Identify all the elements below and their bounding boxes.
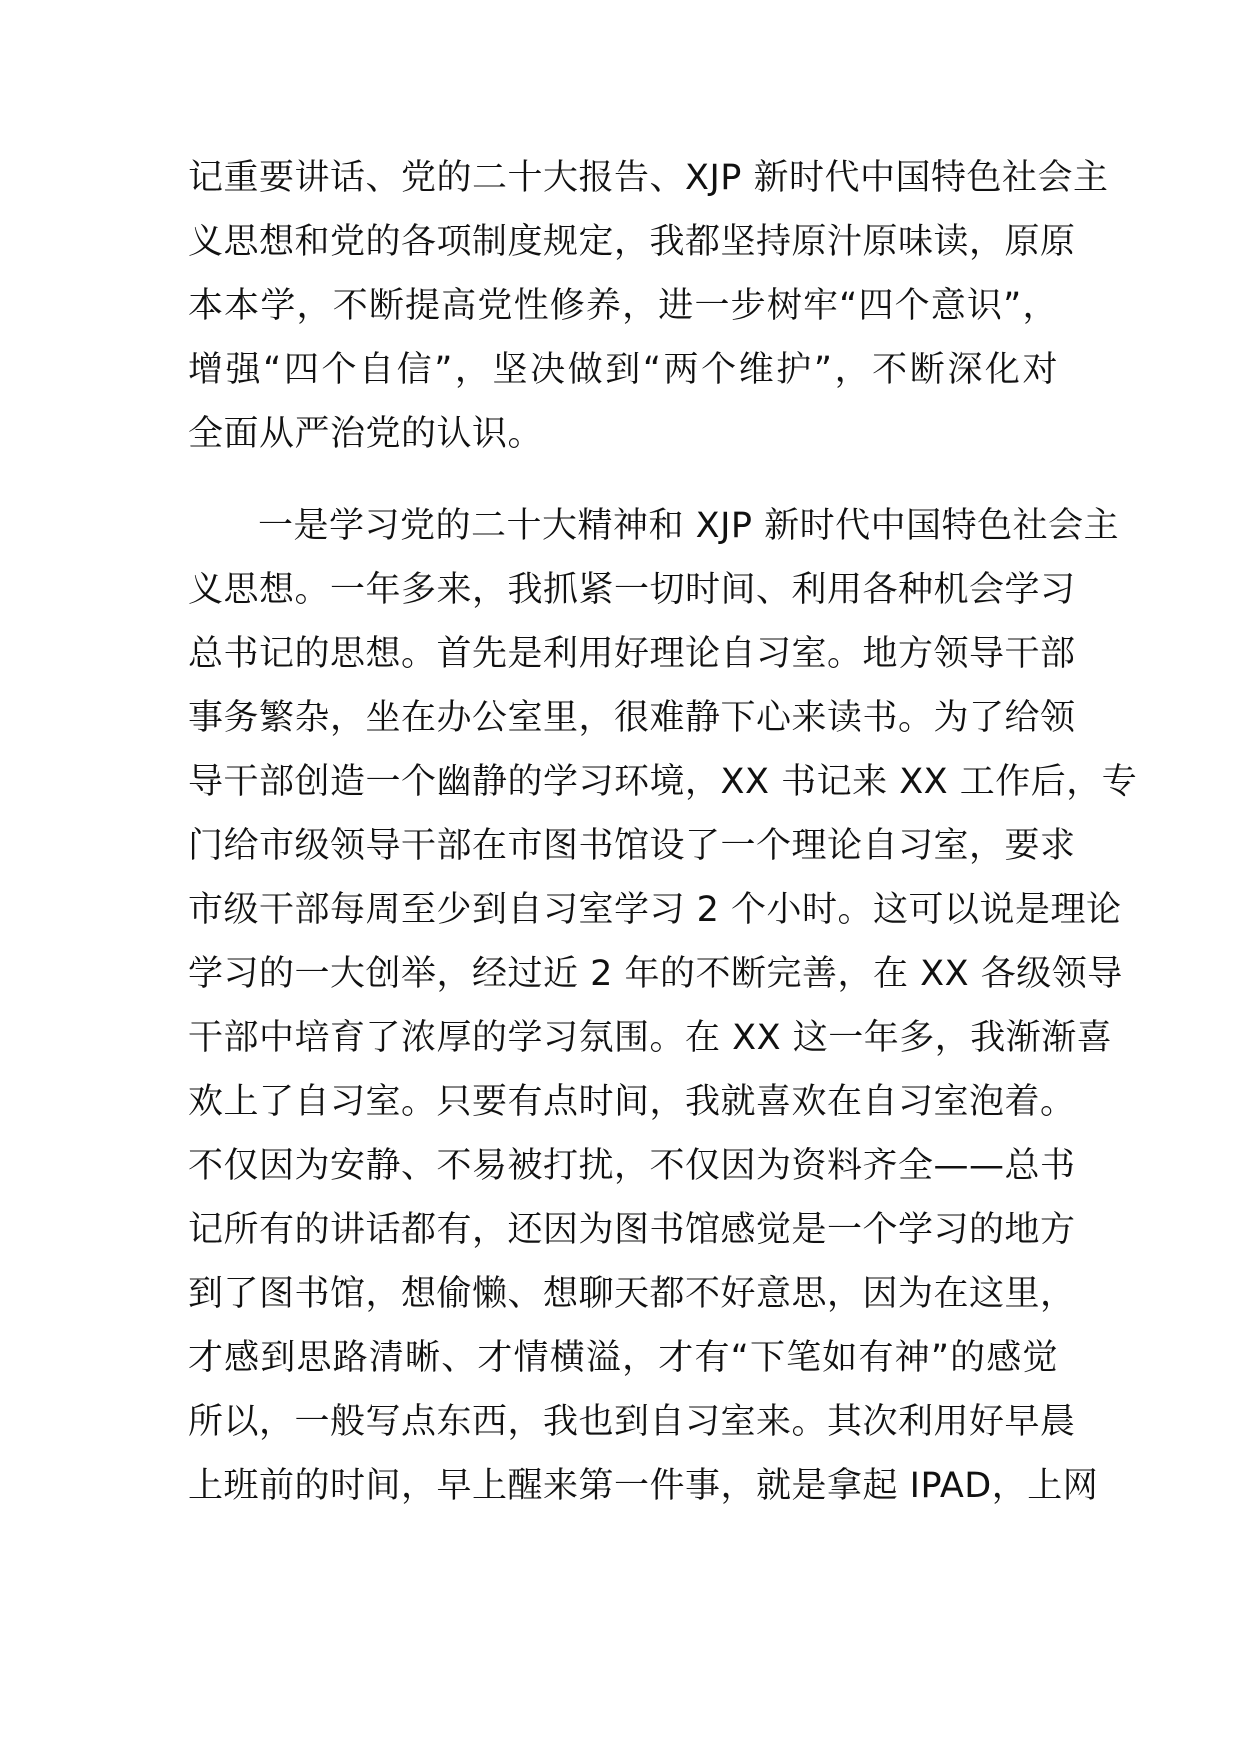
text-line: 到了图书馆，想偷懒、想聊天都不好意思，因为在这里， bbox=[188, 1274, 1076, 1314]
text-line: 增强“四个自信”，坚决做到“两个维护”，不断深化对 bbox=[188, 350, 1058, 390]
text-line: 本本学，不断提高党性修养，进一步树牢“四个意识”， bbox=[188, 286, 1058, 326]
text-line: 全面从严治党的认识。 bbox=[188, 414, 544, 454]
text-line: 义思想和党的各项制度规定，我都坚持原汁原味读，原原 bbox=[188, 222, 1076, 262]
text-line: 市级干部每周至少到自习室学习 2 个小时。这可以说是理论 bbox=[188, 890, 1122, 930]
text-line: 导干部创造一个幽静的学习环境，XX 书记来 XX 工作后，专 bbox=[188, 762, 1138, 802]
text-line: 上班前的时间，早上醒来第一件事，就是拿起 IPAD，上网 bbox=[188, 1466, 1099, 1506]
text-line: 门给市级领导干部在市图书馆设了一个理论自习室，要求 bbox=[188, 826, 1076, 866]
text-line: 义思想。一年多来，我抓紧一切时间、利用各种机会学习 bbox=[188, 570, 1076, 610]
text-line: 不仅因为安静、不易被打扰，不仅因为资料齐全——总书 bbox=[188, 1146, 1076, 1186]
text-line: 干部中培育了浓厚的学习氛围。在 XX 这一年多，我渐渐喜 bbox=[188, 1018, 1113, 1058]
text-line: 学习的一大创举，经过近 2 年的不断完善，在 XX 各级领导 bbox=[188, 954, 1123, 994]
text-line: 总书记的思想。首先是利用好理论自习室。地方领导干部 bbox=[188, 634, 1076, 674]
text-line: 所以，一般写点东西，我也到自习室来。其次利用好早晨 bbox=[188, 1402, 1076, 1442]
text-line: 记所有的讲话都有，还因为图书馆感觉是一个学习的地方 bbox=[188, 1210, 1076, 1250]
text-line: 才感到思路清晰、才情横溢，才有“下笔如有神”的感觉 bbox=[188, 1338, 1058, 1378]
text-line: 事务繁杂，坐在办公室里，很难静下心来读书。为了给领 bbox=[188, 698, 1076, 738]
text-line: 一是学习党的二十大精神和 XJP 新时代中国特色社会主 bbox=[258, 506, 1120, 546]
text-line: 记重要讲话、党的二十大报告、XJP 新时代中国特色社会主 bbox=[188, 158, 1109, 198]
paragraph-1 bbox=[188, 146, 1109, 466]
text-line: 欢上了自习室。只要有点时间，我就喜欢在自习室泡着。 bbox=[188, 1082, 1076, 1122]
paragraph-2 bbox=[188, 494, 1138, 1518]
